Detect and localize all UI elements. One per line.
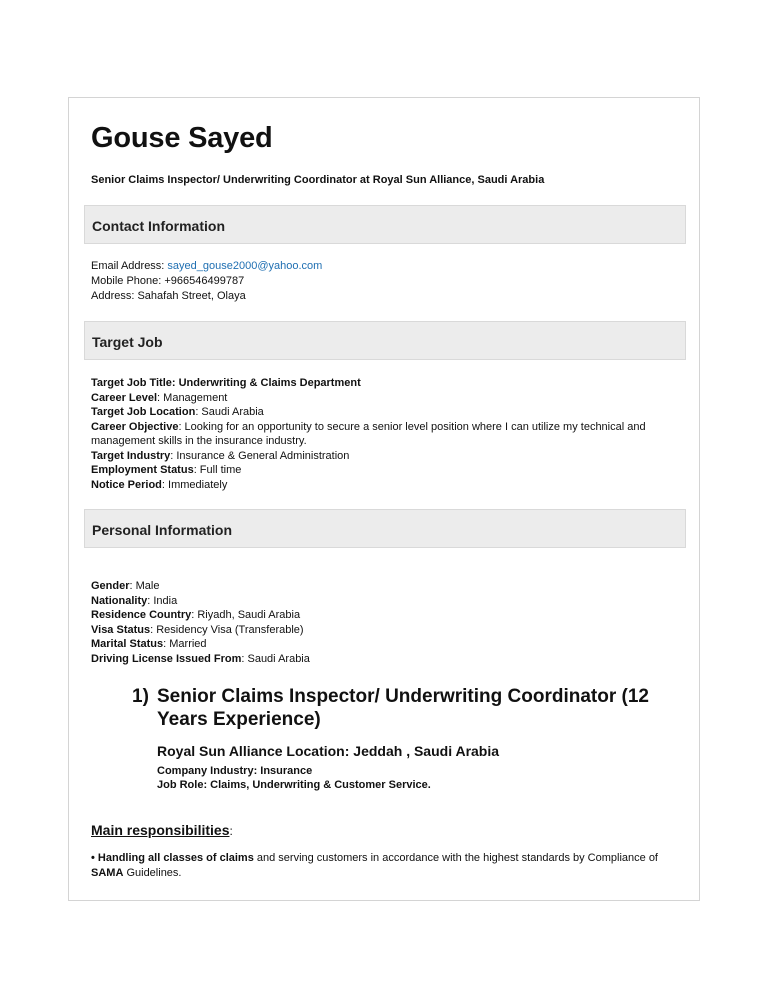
responsibility-bullet: •: [91, 852, 98, 864]
license-value: : Saudi Arabia: [241, 652, 310, 665]
personal-section-title: Personal Information: [92, 522, 233, 538]
visa-label: Visa Status: [91, 623, 151, 636]
marital-line: [91, 637, 310, 652]
notice-period-label: Notice Period: [91, 478, 162, 491]
marital-value: : Married: [163, 638, 207, 651]
notice-period-line: [91, 478, 651, 493]
experience-role: Job Role: Claims, Underwriting & Customer Service.: [157, 779, 431, 791]
target-job-title-label: Target Job Title: [91, 377, 172, 389]
gender-line: [91, 579, 310, 594]
target-job-title-value: : Underwriting & Claims Department: [171, 377, 361, 389]
responsibility-item: [91, 851, 666, 881]
career-objective-line: [91, 420, 651, 449]
employment-status-label: Employment Status: [91, 464, 194, 476]
marital-label: Marital Status: [91, 638, 164, 651]
nationality-line: [91, 594, 310, 609]
responsibility-bold: Handling all classes of claims: [97, 852, 254, 864]
target-section-header: [84, 321, 686, 360]
nationality-label: Nationality: [91, 594, 148, 607]
contact-section-header: [84, 205, 686, 244]
experience-subinfo: [157, 764, 431, 792]
candidate-headline: Senior Claims Inspector/ Underwriting Coordinator at Royal Sun Alliance, Saudi Arabia: [91, 174, 545, 186]
experience-industry: Company Industry: Insurance: [157, 765, 313, 777]
career-level-label: Career Level: [91, 391, 158, 404]
target-location-label: Target Job Location: [91, 406, 196, 418]
email-link[interactable]: sayed_gouse2000@yahoo.com: [167, 260, 323, 272]
employment-status-line: [91, 463, 651, 478]
email-line: [91, 259, 322, 274]
notice-period-value: : Immediately: [161, 478, 228, 491]
phone-line: Mobile Phone: +966546499787: [91, 275, 245, 287]
target-industry-line: [91, 449, 651, 464]
contact-section-title: Contact Information: [92, 218, 225, 234]
visa-value: : Residency Visa (Transferable): [150, 623, 304, 636]
target-industry-value: : Insurance & General Administration: [170, 449, 350, 462]
career-level-line: [91, 391, 651, 406]
career-objective-label: Career Objective: [91, 420, 179, 433]
license-line: [91, 652, 310, 667]
responsibility-text-1: and serving customers in accordance with the highest standards by Compliance of: [253, 852, 658, 864]
experience-title: Senior Claims Inspector/ Underwriting Coordinator (12 Years Experience): [157, 686, 649, 730]
nationality-value: : India: [147, 594, 178, 607]
visa-line: [91, 623, 310, 638]
responsibilities-title: Main responsibilities: [91, 822, 230, 838]
residence-line: [91, 608, 310, 623]
residence-label: Residence Country: [91, 609, 192, 622]
personal-section-header: [84, 509, 686, 548]
responsibility-text-2: Guidelines.: [123, 867, 182, 879]
residence-value: : Riyadh, Saudi Arabia: [191, 609, 301, 622]
career-level-value: : Management: [157, 391, 228, 404]
resume-page: [68, 97, 700, 901]
experience-employer: Royal Sun Alliance Location: Jeddah , Saudi Arabia: [157, 743, 500, 759]
gender-label: Gender: [91, 580, 130, 592]
candidate-name: Gouse Sayed: [91, 122, 273, 154]
target-job-title-line: [91, 376, 651, 391]
target-location-line: [91, 405, 651, 420]
experience-number: 1): [132, 686, 149, 707]
gender-value: : Male: [129, 580, 160, 592]
personal-details: [91, 579, 310, 667]
target-details: [91, 376, 651, 492]
responsibility-bold-2: SAMA: [91, 867, 124, 879]
address-line: Address: Sahafah Street, Olaya: [91, 290, 246, 302]
responsibilities-colon: :: [229, 824, 233, 838]
target-industry-label: Target Industry: [91, 449, 171, 462]
target-location-value: : Saudi Arabia: [195, 406, 264, 418]
employment-status-value: : Full time: [193, 464, 242, 476]
target-section-title: Target Job: [92, 334, 163, 350]
contact-details: [91, 259, 322, 304]
career-objective-value: : Looking for an opportunity to secure a senior level position where I can utilize my technical and management skills in the insurance industry.: [91, 420, 646, 447]
license-label: Driving License Issued From: [91, 652, 242, 665]
email-label: Email Address:: [91, 260, 168, 272]
responsibilities-heading: [91, 822, 233, 838]
